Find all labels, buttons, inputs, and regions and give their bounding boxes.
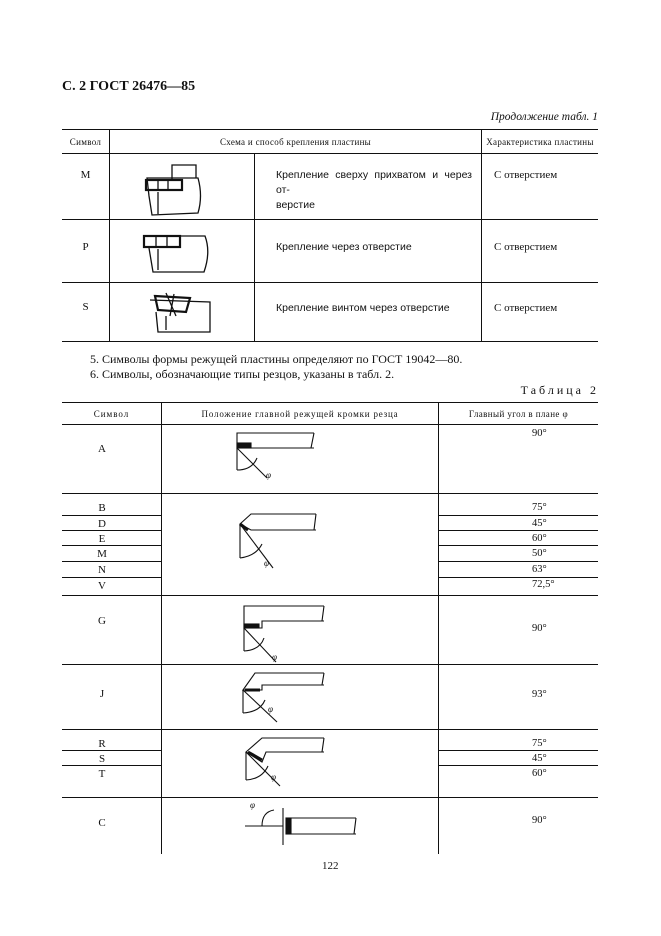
phi-label: φ: [272, 652, 277, 662]
phi-label: φ: [266, 470, 271, 480]
phi-label: φ: [250, 800, 255, 810]
table2-symbol: S: [98, 753, 106, 765]
table1-row-p-symbol: P: [82, 241, 89, 253]
phi-label: φ: [268, 704, 273, 714]
table2-angle: 60°: [532, 768, 547, 779]
table1-row-m-description: Крепление сверху прихватом и через от- верстие: [276, 169, 472, 211]
table2-angle: 50°: [532, 548, 547, 559]
table-continuation-label: Продолжение табл. 1: [490, 111, 598, 123]
cutter-end-90-icon: [245, 808, 356, 845]
table2-angle: 63°: [532, 564, 547, 575]
table2-angle: 72,5°: [532, 579, 555, 590]
table2-symbol: E: [98, 533, 106, 545]
table1-row-p-characteristic: С отверстием: [494, 241, 558, 253]
table2-symbol: V: [98, 580, 106, 592]
table2-symbol: J: [99, 688, 105, 700]
table2-symbol: A: [98, 443, 106, 455]
table1-row-s-description: Крепление винтом через отверстие: [276, 302, 450, 314]
table2-header-symbol: Символ: [93, 409, 130, 419]
table2-symbol: R: [98, 738, 106, 750]
table2-angle: 45°: [532, 753, 547, 764]
table1-row-p-description: Крепление через отверстие: [276, 241, 412, 253]
table2-angle: 90°: [532, 623, 547, 634]
table2-symbol: D: [98, 518, 106, 530]
table2-angle: 60°: [532, 533, 547, 544]
table2-angle: 93°: [532, 689, 547, 700]
table2-header-position: Положение главной режущей кромки резца: [201, 409, 399, 419]
table1-row-m-symbol: M: [80, 169, 91, 181]
table2-caption: Таблица 2: [520, 383, 599, 397]
page-header: С. 2 ГОСТ 26476—85: [62, 79, 196, 94]
table2-angle: 75°: [532, 502, 547, 513]
table2-symbol: B: [98, 502, 106, 514]
cutter-bent-icon: [246, 738, 324, 786]
table2-symbol: T: [98, 768, 106, 780]
table1-header-symbol: Символ: [69, 137, 102, 147]
table2-angle: 75°: [532, 738, 547, 749]
paragraph-6: 6. Символы, обозначающие типы резцов, указаны в табл. 2.: [90, 367, 395, 381]
paragraph-5: 5. Символы формы режущей пластины определяют по ГОСТ 19042—80.: [90, 352, 463, 366]
table2-symbol: G: [98, 615, 106, 627]
table1-header-characteristic: Характеристика пластины: [486, 137, 594, 147]
table1-row-s-symbol: S: [82, 301, 89, 313]
table2-symbol: C: [98, 817, 106, 829]
cutter-offset-90-icon: [244, 606, 324, 662]
cutter-93-icon: [243, 673, 324, 722]
cutter-chamfer-icon: [240, 514, 316, 568]
table1-row-s-characteristic: С отверстием: [494, 302, 558, 314]
table2-angle: 90°: [532, 815, 547, 826]
table1-header-scheme: Схема и способ крепления пластины: [219, 137, 372, 147]
table2-angle: 90°: [532, 428, 547, 439]
table1-row-m-characteristic: С отверстием: [494, 169, 558, 181]
table2-header-angle: Главный угол в плане φ: [468, 409, 569, 419]
cutter-90-icon: [237, 433, 314, 478]
table2-symbol: N: [98, 564, 106, 576]
phi-label: φ: [264, 558, 269, 568]
phi-label: φ: [271, 772, 276, 782]
table2-angle: 45°: [532, 518, 547, 529]
page-number: 122: [322, 860, 339, 872]
table2-symbol: M: [97, 548, 107, 560]
